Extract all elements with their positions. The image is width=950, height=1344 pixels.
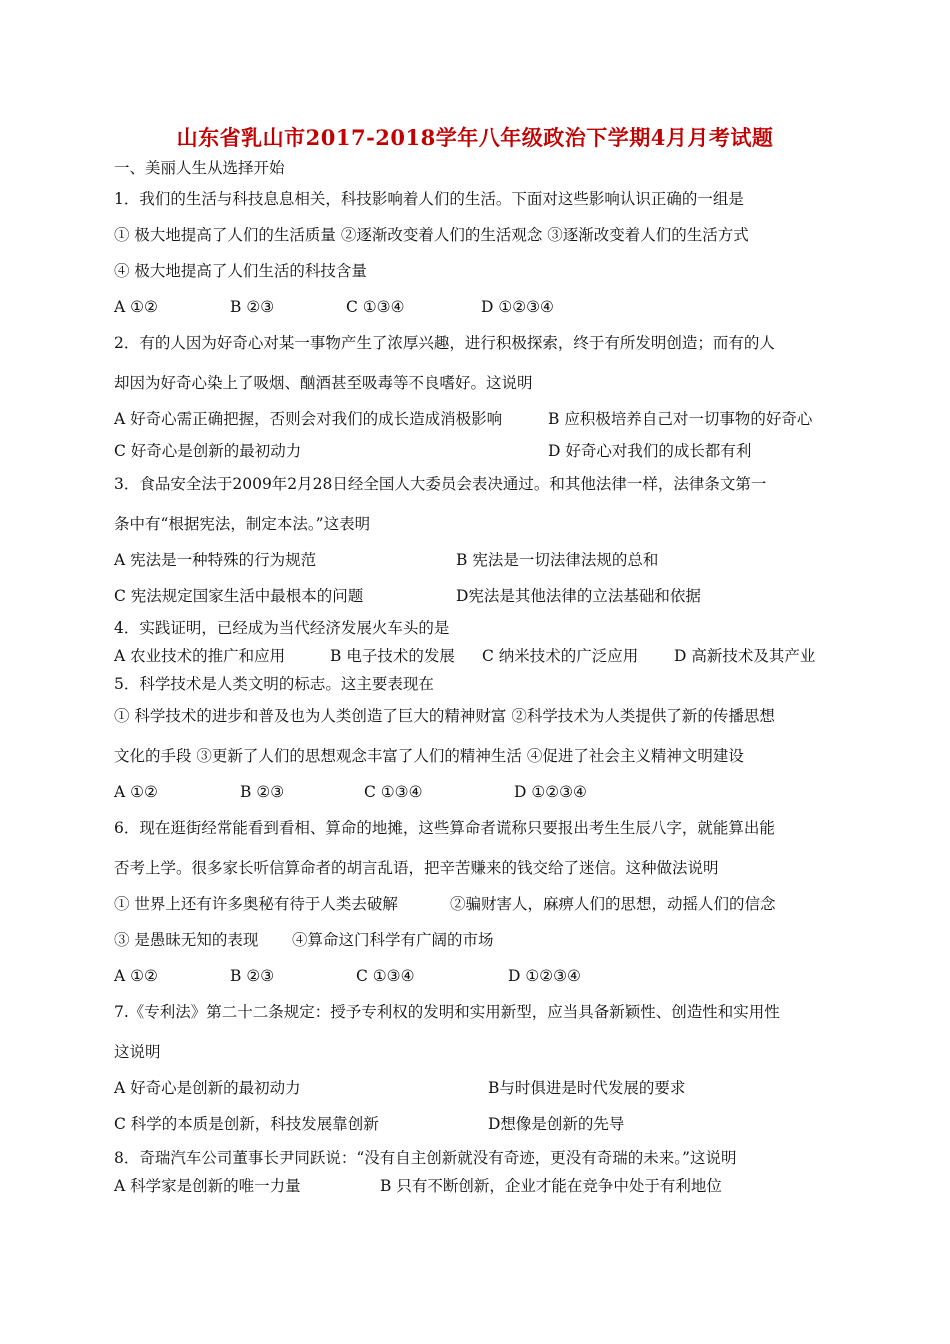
question-1-statements-2: ④ 极大地提高了人们生活的科技含量 <box>114 262 367 280</box>
question-3-stem: 3．食品安全法于2009年2月28日经全国人大委员会表决通过。和其他法律一样，法律条文第一 <box>114 475 767 493</box>
question-1-stem: 1．我们的生活与科技息息相关，科技影响着人们的生活。下面对这些影响认识正确的一组是 <box>114 190 744 208</box>
question-1-option-c: C ①③④ <box>346 298 405 316</box>
question-7-option-c: C 科学的本质是创新，科技发展靠创新 <box>114 1115 379 1133</box>
question-2-option-c: C 好奇心是创新的最初动力 <box>114 442 302 460</box>
question-2-option-a: A 好奇心需正确把握，否则会对我们的成长造成消极影响 <box>114 410 503 428</box>
question-4-option-d: D 高新技术及其产业 <box>674 647 816 665</box>
question-7-option-d: D想像是创新的先导 <box>488 1115 625 1133</box>
question-1-option-d: D ①②③④ <box>481 298 554 316</box>
question-4-option-c: C 纳米技术的广泛应用 <box>482 647 639 665</box>
question-1-statements: ① 极大地提高了人们的生活质量 ②逐渐改变着人们的生活观念 ③逐渐改变着人们的生活方式 <box>114 226 749 244</box>
question-6-stem: 6．现在逛街经常能看到看相、算命的地摊，这些算命者谎称只要报出考生生辰八字，就能算出能 <box>114 819 775 837</box>
question-2-stem-2: 却因为好奇心染上了吸烟、酗酒甚至吸毒等不良嗜好。这说明 <box>114 374 533 392</box>
question-4-stem: 4．实践证明，已经成为当代经济发展火车头的是 <box>114 619 450 637</box>
question-1-option-b: B ②③ <box>230 298 275 316</box>
question-5-option-b: B ②③ <box>240 783 285 801</box>
question-5-statements-2: 文化的手段 ③更新了人们的思想观念丰富了人们的精神生活 ④促进了社会主义精神文明建设 <box>114 747 744 765</box>
question-2-option-d: D 好奇心对我们的成长都有利 <box>548 442 752 460</box>
question-5-option-d: D ①②③④ <box>514 783 587 801</box>
question-3-stem-2: 条中有“根据宪法，制定本法。”这表明 <box>114 515 371 533</box>
question-2-stem: 2．有的人因为好奇心对某一事物产生了浓厚兴趣，进行积极探索，终于有所发明创造；而有的人 <box>114 334 775 352</box>
question-1-option-a: A ①② <box>114 298 158 316</box>
question-7-stem-2: 这说明 <box>114 1043 161 1061</box>
question-6-statement-2: ②骗财害人，麻痹人们的思想，动摇人们的信念 <box>450 895 776 913</box>
question-3-option-d: D宪法是其他法律的立法基础和依据 <box>456 587 701 605</box>
section-heading: 一、美丽人生从选择开始 <box>114 159 285 177</box>
question-8-option-a: A 科学家是创新的唯一力量 <box>114 1177 301 1195</box>
question-6-statement-1: ① 世界上还有许多奥秘有待于人类去破解 <box>114 895 398 913</box>
question-6-statement-3: ③ 是愚昧无知的表现 <box>114 931 259 949</box>
question-8-option-b: B 只有不断创新，企业才能在竞争中处于有利地位 <box>380 1177 722 1195</box>
question-6-stem-2: 否考上学。很多家长听信算命者的胡言乱语，把辛苦赚来的钱交给了迷信。这种做法说明 <box>114 859 719 877</box>
question-5-option-c: C ①③④ <box>364 783 423 801</box>
question-5-option-a: A ①② <box>114 783 158 801</box>
question-5-stem: 5．科学技术是人类文明的标志。这主要表现在 <box>114 675 434 693</box>
question-5-statements: ① 科学技术的进步和普及也为人类创造了巨大的精神财富 ②科学技术为人类提供了新的传播思想 <box>114 707 775 725</box>
question-4-option-b: B 电子技术的发展 <box>330 647 455 665</box>
question-4-option-a: A 农业技术的推广和应用 <box>114 647 286 665</box>
question-3-option-b: B 宪法是一切法律法规的总和 <box>456 551 659 569</box>
question-7-stem: 7.《专利法》第二十二条规定：授予专利权的发明和实用新型，应当具备新颖性、创造性和实用性 <box>114 1003 780 1021</box>
question-3-option-c: C 宪法规定国家生活中最根本的问题 <box>114 587 364 605</box>
question-7-option-a: A 好奇心是创新的最初动力 <box>114 1079 301 1097</box>
question-6-option-b: B ②③ <box>230 967 275 985</box>
question-2-option-b: B 应积极培养自己对一切事物的好奇心 <box>548 410 813 428</box>
page-title: 山东省乳山市2017-2018学年八年级政治下学期4月月考试题 <box>176 125 774 150</box>
question-6-option-a: A ①② <box>114 967 158 985</box>
question-6-option-c: C ①③④ <box>356 967 415 985</box>
question-7-option-b: B与时俱进是时代发展的要求 <box>488 1079 686 1097</box>
question-8-stem: 8．奇瑞汽车公司董事长尹同跃说：“没有自主创新就没有奇迹，更没有奇瑞的未来。”这说明 <box>114 1149 737 1167</box>
question-6-statement-4: ④算命这门科学有广阔的市场 <box>292 931 494 949</box>
question-6-option-d: D ①②③④ <box>508 967 581 985</box>
question-3-option-a: A 宪法是一种特殊的行为规范 <box>114 551 317 569</box>
